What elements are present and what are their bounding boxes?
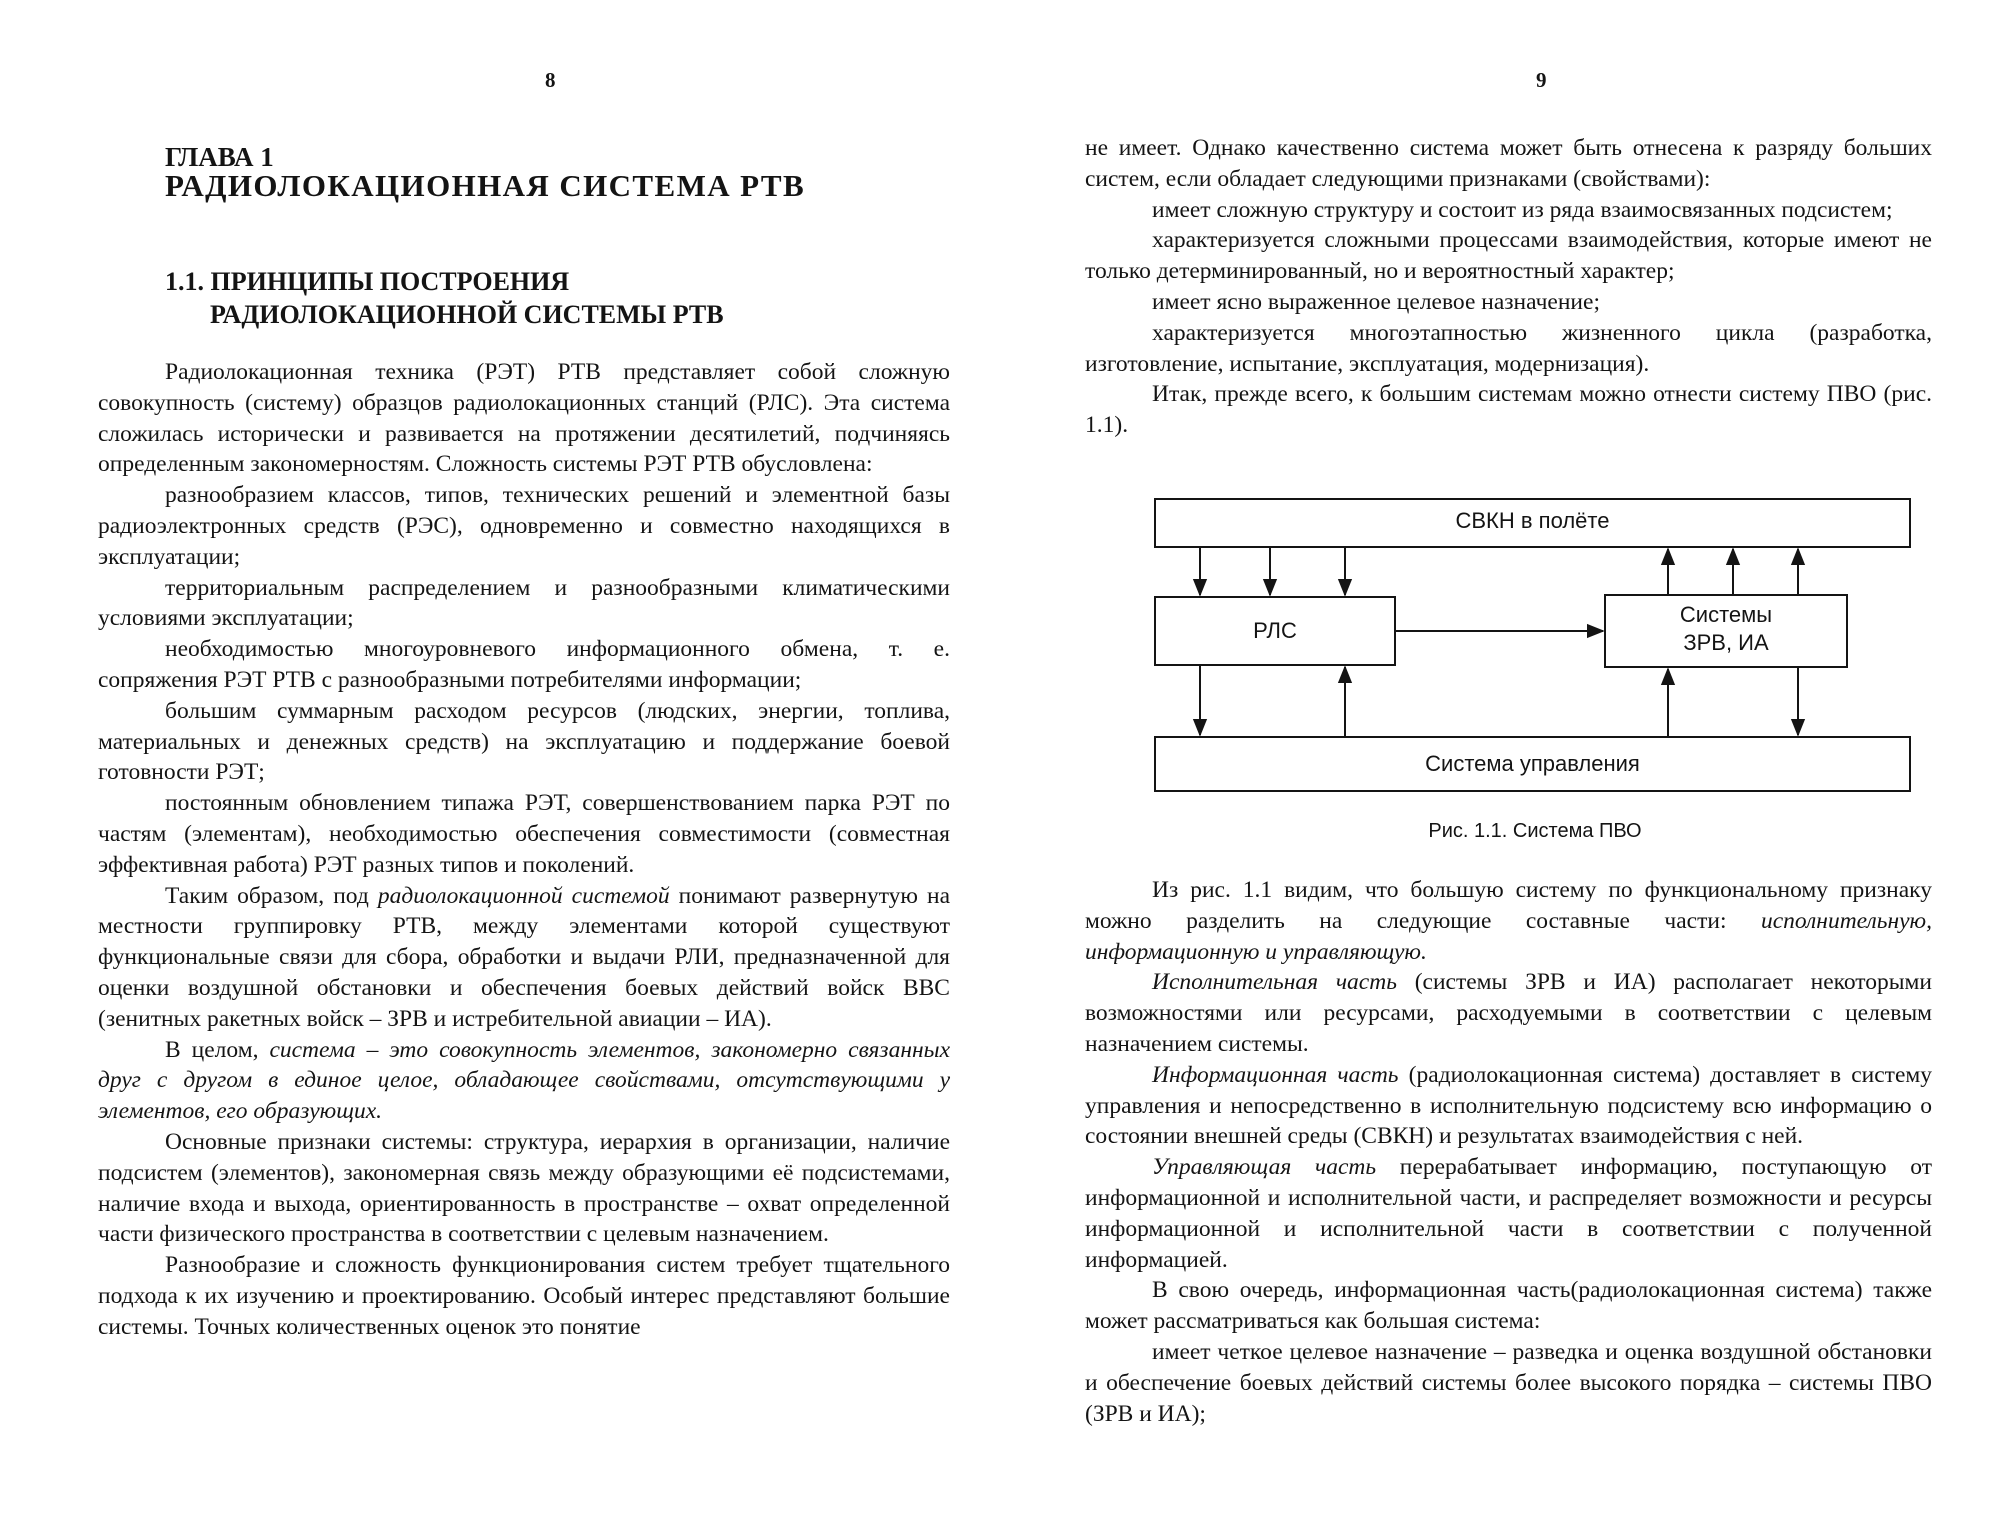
list-item: территориальным распределением и разнообразными климатическими условиями эксплуатации;: [98, 574, 950, 632]
list-item: постоянным обновлением типажа РЭТ, совершенствованием парка РЭТ по частям (элементам), необходимостью обеспечения совместимости (совместная эффективная работа) РЭТ разных типов и поколений.: [98, 790, 950, 878]
list-item: характеризуется многоэтапностью жизненного цикла (разработка, изготовление, испытание, эксплуатация, модернизация).: [1085, 319, 1932, 377]
paragraph: не имеет. Однако качественно система может быть отнесена к разряду больших систем, если обладает следующими признаками (свойствами):: [1085, 135, 1932, 192]
paragraph: [1085, 875, 1932, 967]
list-item: разнообразием классов, типов, технических решений и элементной базы радиоэлектронных средств (РЭС), одновременно и совместно находящихся в эксплуатации;: [98, 482, 950, 570]
paragraph: Разнообразие и сложность функционирования систем требует тщательного подхода к их изучению и проектированию. Особый интерес представляют большие системы. Точных количественных оценок это понятие: [98, 1252, 950, 1340]
label-control: Система управления: [1425, 751, 1640, 776]
figure-pvo-diagram: [1150, 495, 1920, 805]
paragraph: Основные признаки системы: структура, иерархия в организации, наличие подсистем (элементов), закономерная связь между образующими её подсистемами, наличие входа и выхода, ориентированность в пространстве – охват определенной части физического пространства в соответствии с целевым назначением.: [98, 1128, 950, 1248]
list-item: имеет сложную структуру и состоит из ряда взаимосвязанных подсистем;: [1152, 196, 1893, 223]
paragraph: Радиолокационная техника (РЭТ) РТВ представляет собой сложную совокупность (систему) образцов радиолокационных станций (РЛС). Эта система сложилась исторически и развивается на протяжении десятилетий, подчиняясь определенным закономерностям. Сложность системы РЭТ РТВ обусловлена:: [98, 359, 950, 478]
left-body-text: [98, 357, 950, 1343]
paragraph: [1085, 967, 1932, 1059]
emphasis: Информационная часть: [1152, 1061, 1399, 1088]
page-number-left: 8: [545, 68, 556, 92]
list-item: характеризуется сложными процессами взаимодействия, которые имеют не только детерминированный, но и вероятностный характер;: [1085, 227, 1932, 285]
label-zrv-ia-line1: Системы: [1679, 602, 1773, 627]
paragraph: Итак, прежде всего, к большим системам можно отнести систему ПВО (рис. 1.1).: [1085, 381, 1932, 439]
paragraph: [1085, 1152, 1932, 1275]
chapter-label: ГЛАВА 1: [165, 142, 274, 172]
emphasis: Управляющая часть: [1152, 1154, 1377, 1181]
emphasis: Исполнительная часть: [1152, 969, 1397, 996]
text-run: В целом,: [165, 1036, 270, 1063]
section-heading-line2: РАДИОЛОКАЦИОННОЙ СИСТЕМЫ РТВ: [210, 300, 724, 329]
text-run: (радиолокационная система) доставляет в систему управления и непосредственно в исполнительную подсистему всю информацию о состоянии внешней среды (СВКН) и результатах взаимодействия с ней.: [1085, 1061, 1932, 1150]
paragraph: [98, 881, 950, 1035]
label-zrv-ia-line2: ЗРВ, ИА: [1683, 630, 1769, 655]
label-svkn: СВКН в полёте: [1455, 508, 1610, 533]
text-run: (системы ЗРВ и ИА) располагает некоторыми возможностями или ресурсами, расходуемыми в соответствии с целевым назначением системы.: [1085, 969, 1932, 1057]
text-run: Из рис. 1.1 видим, что большую систему по функциональному признаку можно разделить на следующие составные части:: [1085, 877, 1932, 934]
paragraph: [98, 1035, 950, 1127]
text-run: перерабатывает информацию, поступающую от информационной и исполнительной части, и распределяет возможности и ресурсы информационной и исполнительной части в соответствии с полученной информацией.: [1085, 1154, 1932, 1273]
right-top-text: [1085, 133, 1932, 441]
list-item: большим суммарным расходом ресурсов (людских, энергии, топлива, материальных и денежных средств) на эксплуатацию и поддержание боевой готовности РЭТ;: [98, 697, 950, 786]
list-item: необходимостью многоуровневого информационного обмена, т. е. сопряжения РЭТ РТВ с разнообразными потребителями информации;: [98, 636, 950, 693]
list-item: имеет ясно выраженное целевое назначение;: [1152, 288, 1600, 315]
section-heading-line1: 1.1. ПРИНЦИПЫ ПОСТРОЕНИЯ: [165, 267, 570, 296]
list-item: имеет четкое целевое назначение – разведка и оценка воздушной обстановки и обеспечение боевых действий системы более высокого порядка – системы ПВО (ЗРВ и ИА);: [1085, 1338, 1932, 1427]
right-bottom-text: [1085, 875, 1932, 1429]
figure-caption: Рис. 1.1. Система ПВО: [1428, 820, 1642, 842]
page-number-right: 9: [1536, 68, 1547, 92]
paragraph: В свою очередь, информационная часть(радиолокационная система) также может рассматриваться как большая система:: [1085, 1277, 1932, 1335]
emphasis: система – это совокупность элементов, закономерно связанных друг с другом в единое целое, обладающее свойствами, отсутствующими у элементов, его образующих.: [98, 1036, 950, 1125]
label-rls: РЛС: [1253, 618, 1297, 643]
text-run: Таким образом, под: [165, 882, 378, 909]
label-zrv-ia: [1605, 601, 1847, 657]
emphasis: радиолокационной системой: [377, 882, 670, 909]
emphasis: исполнительную, информационную и управляющую.: [1085, 907, 1932, 965]
paragraph: [1085, 1060, 1932, 1152]
text-run: понимают развернутую на местности группировку РТВ, между элементами которой существуют функциональные связи для сбора, обработки и выдачи РЛИ, предназначенной для оценки воздушной обстановки и обеспечения боевых действий войск ВВС (зенитных ракетных войск – ЗРВ и истребительной авиации – ИА).: [98, 882, 950, 1032]
section-heading: [165, 265, 724, 331]
chapter-title: РАДИОЛОКАЦИОННАЯ СИСТЕМА РТВ: [165, 168, 806, 203]
